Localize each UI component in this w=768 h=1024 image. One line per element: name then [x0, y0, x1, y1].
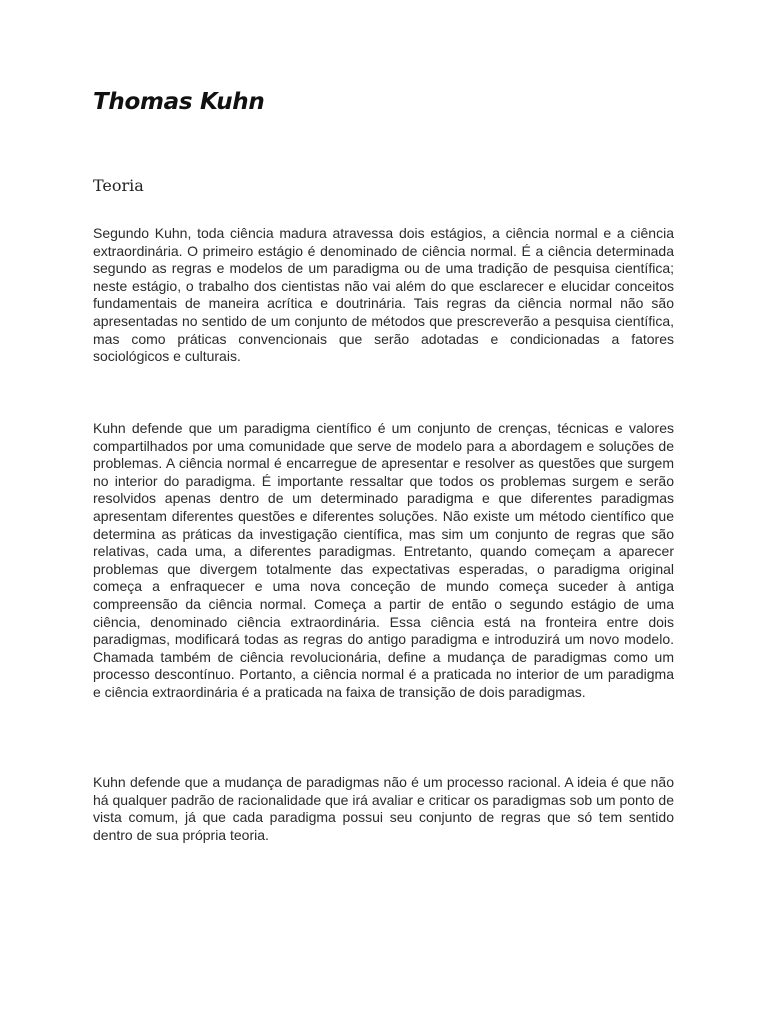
document-title: Thomas Kuhn — [93, 89, 265, 115]
section-heading: Teoria — [93, 176, 144, 195]
paragraph-3: Kuhn defende que a mudança de paradigmas não é um processo racional. A ideia é que não há qualquer padrão de racionalidade que irá avaliar e criticar os paradigmas sob um ponto de vista comum, já que cada paradigma possui seu conjunto de regras que só tem sentido dentro de sua própria teoria. — [93, 774, 674, 843]
paragraph-1: Segundo Kuhn, toda ciência madura atravessa dois estágios, a ciência normal e a ciência extraordinária. O primeiro estágio é denominado de ciência normal. É a ciência determinada segundo as regras e modelos de um paradigma ou de uma tradição de pesquisa científica; neste estágio, o trabalho dos cientistas não vai além do que esclarecer e elucidar conceitos fundamentais de maneira acrítica e doutrinária. Tais regras da ciência normal não são apresentadas no sentido de um conjunto de métodos que prescreverão a pesquisa científica, mas como práticas convencionais que serão adotadas e condicionadas a fatores sociológicos e culturais. — [93, 225, 674, 365]
paragraph-2: Kuhn defende que um paradigma científico é um conjunto de crenças, técnicas e valores compartilhados por uma comunidade que serve de modelo para a abordagem e soluções de problemas. A ciência normal é encarregue de apresentar e resolver as questões que surgem no interior do paradigma. É importante ressaltar que todos os problemas surgem e serão resolvidos apenas dentro de um determinado paradigma e que diferentes paradigmas apresentam diferentes questões e diferentes soluções. Não existe um método científico que determina as práticas da investigação científica, mas sim um conjunto de regras que são relativas, cada uma, a diferentes paradigmas. Entretanto, quando começam a aparecer problemas que divergem totalmente das expectativas esperadas, o paradigma original começa a enfraquecer e uma nova conceção de mundo começa suceder à antiga compreensão da ciência normal. Começa a partir de então o segundo estágio de uma ciência, denominado ciência extraordinária. Essa ciência está na fronteira entre dois paradigmas, modificará todas as regras do antigo paradigma e introduzirá um novo modelo. Chamada também de ciência revolucionária, define a mudança de paradigmas como um processo descontínuo. Portanto, a ciência normal é a praticada no interior de um paradigma e ciência extraordinária é a praticada na faixa de transição de dois paradigmas. — [93, 420, 674, 700]
